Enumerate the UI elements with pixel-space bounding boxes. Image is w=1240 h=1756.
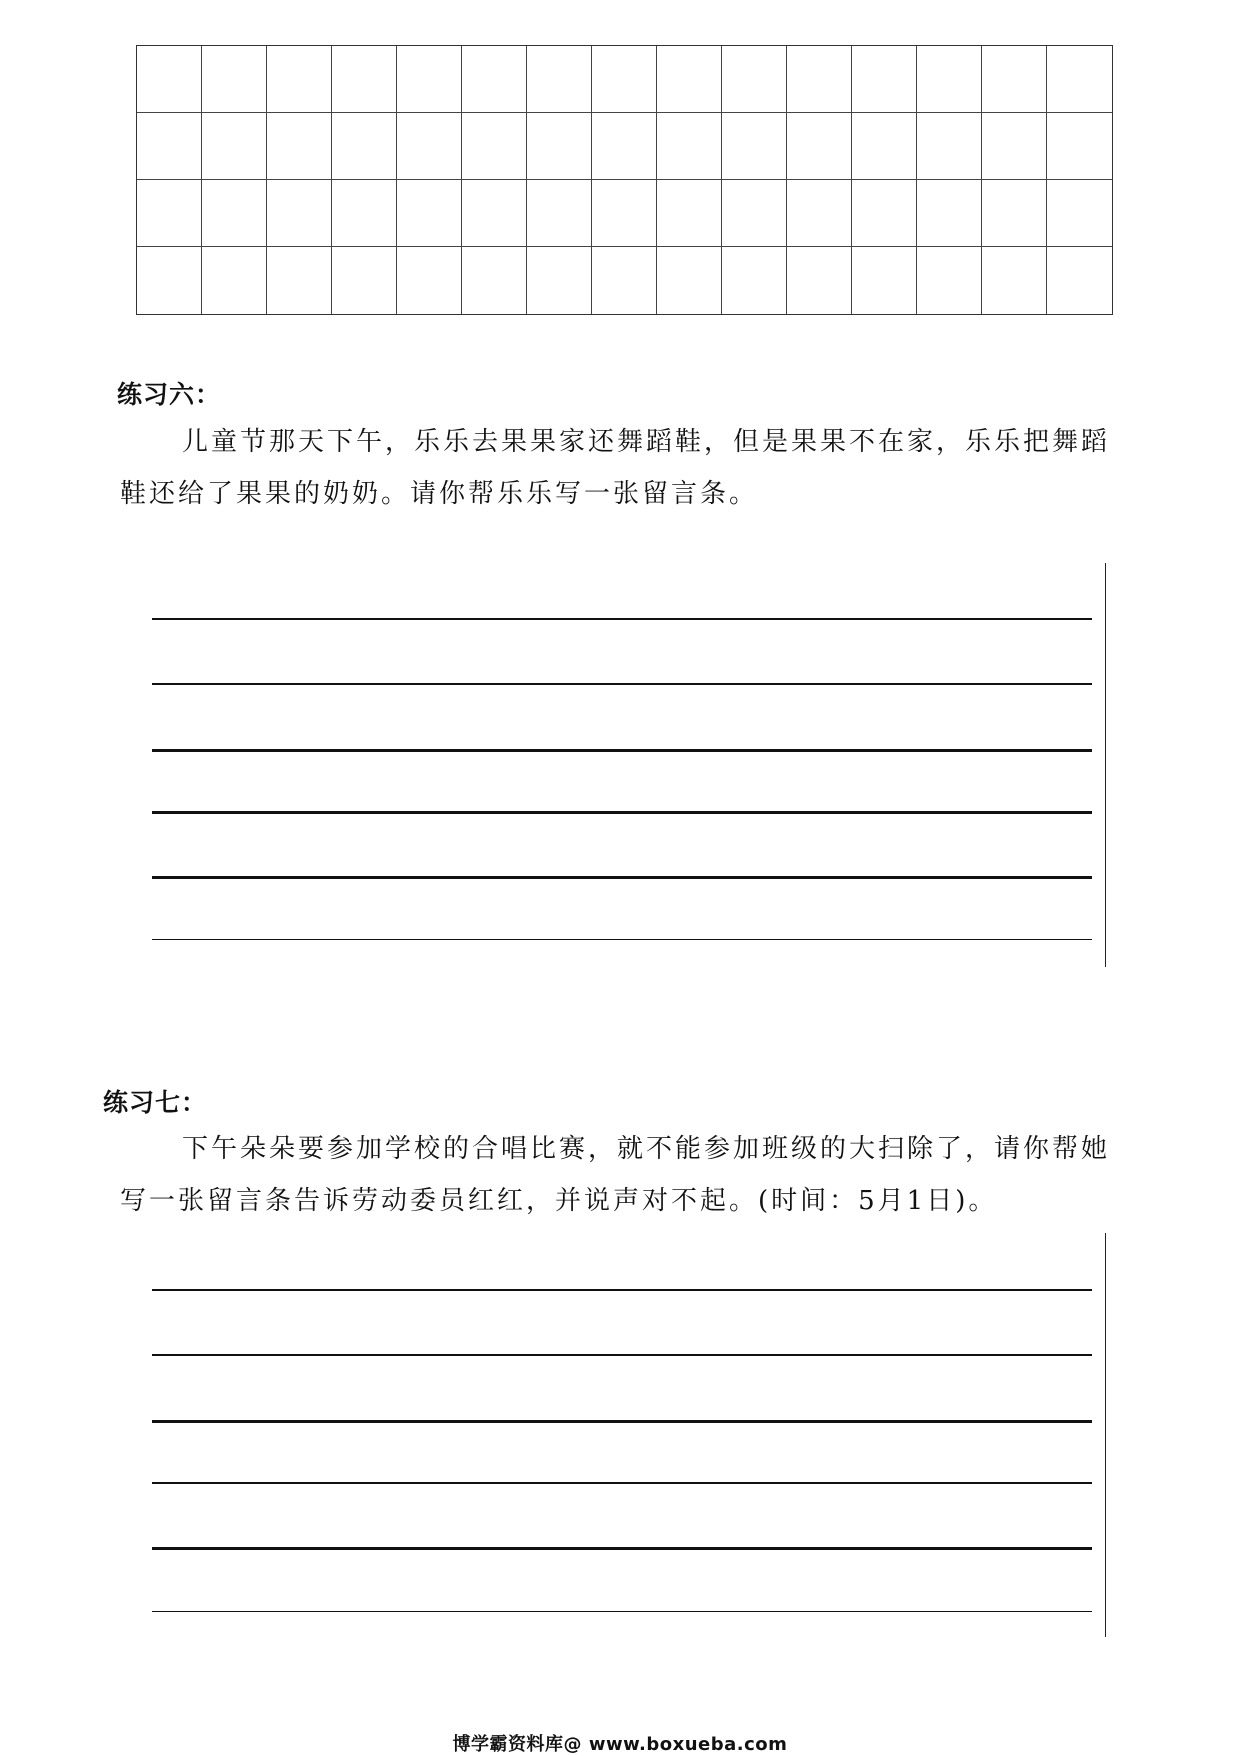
grid-cell[interactable] [332,247,397,314]
grid-cell[interactable] [1047,46,1112,113]
exercise-6-answer-area[interactable] [150,563,1103,967]
grid-cell[interactable] [982,180,1047,247]
note-margin-line [1105,1233,1107,1637]
grid-cell[interactable] [1047,113,1112,180]
grid-cell[interactable] [982,46,1047,113]
grid-cell[interactable] [1047,180,1112,247]
grid-cell[interactable] [527,247,592,314]
grid-cell[interactable] [592,113,657,180]
grid-cell[interactable] [722,113,787,180]
grid-cell[interactable] [787,46,852,113]
answer-line [152,1611,1092,1612]
note-margin-line [1105,563,1107,967]
grid-cell[interactable] [787,113,852,180]
grid-cell[interactable] [137,180,202,247]
grid-cell[interactable] [267,180,332,247]
grid-cell[interactable] [982,113,1047,180]
grid-cell[interactable] [657,113,722,180]
grid-cell[interactable] [462,113,527,180]
answer-line [152,939,1092,940]
grid-cell[interactable] [657,46,722,113]
grid-cell[interactable] [917,180,982,247]
grid-cell[interactable] [267,46,332,113]
answer-line [152,876,1092,879]
answer-line [152,1354,1092,1356]
answer-line [152,618,1092,620]
grid-cell[interactable] [332,113,397,180]
answer-line [152,1289,1092,1291]
grid-cell[interactable] [332,180,397,247]
grid-cell[interactable] [917,247,982,314]
grid-cell[interactable] [852,113,917,180]
grid-cell[interactable] [592,247,657,314]
writing-grid [136,45,1113,315]
exercise-6-heading: 练习六： [117,380,222,409]
grid-cell[interactable] [462,180,527,247]
answer-line [152,683,1092,685]
grid-cell[interactable] [202,46,267,113]
exercise-7-answer-area[interactable] [150,1233,1103,1637]
answer-line [152,1547,1092,1550]
grid-cell[interactable] [722,46,787,113]
grid-cell[interactable] [592,180,657,247]
grid-cell[interactable] [202,247,267,314]
answer-line [152,1420,1092,1423]
grid-cell[interactable] [397,113,462,180]
grid-cell[interactable] [722,180,787,247]
grid-cell[interactable] [462,247,527,314]
grid-cell[interactable] [657,180,722,247]
grid-cell[interactable] [1047,247,1112,314]
grid-cell[interactable] [917,46,982,113]
answer-line [152,1482,1092,1484]
exercise-7-heading: 练习七： [103,1088,208,1117]
grid-cell[interactable] [397,180,462,247]
grid-cell[interactable] [202,180,267,247]
grid-cell[interactable] [527,113,592,180]
exercise-7-prompt: 下午朵朵要参加学校的合唱比赛，就不能参加班级的大扫除了，请你帮她写一张留言条告诉劳动委员红红，并说声对不起。(时间：5月1日)。 [120,1134,1111,1216]
grid-cell[interactable] [592,46,657,113]
grid-cell[interactable] [982,247,1047,314]
grid-cell[interactable] [137,247,202,314]
grid-cell[interactable] [332,46,397,113]
exercise-6-prompt: 儿童节那天下午，乐乐去果果家还舞蹈鞋，但是果果不在家，乐乐把舞蹈鞋还给了果果的奶奶。请你帮乐乐写一张留言条。 [120,427,1111,509]
answer-line [152,811,1092,814]
footer-watermark: 博学霸资料库@ www.boxueba.com [452,1734,788,1755]
grid-cell[interactable] [852,46,917,113]
grid-cell[interactable] [462,46,527,113]
grid-cell[interactable] [917,113,982,180]
grid-cell[interactable] [787,180,852,247]
grid-cell[interactable] [527,180,592,247]
grid-cell[interactable] [137,46,202,113]
grid-cell[interactable] [527,46,592,113]
grid-cell[interactable] [137,113,202,180]
grid-cell[interactable] [267,247,332,314]
grid-cell[interactable] [657,247,722,314]
grid-cell[interactable] [267,113,332,180]
grid-cell[interactable] [397,46,462,113]
grid-cell[interactable] [397,247,462,314]
grid-cell[interactable] [202,113,267,180]
grid-cell[interactable] [852,247,917,314]
answer-line [152,749,1092,752]
grid-cell[interactable] [787,247,852,314]
grid-cell[interactable] [852,180,917,247]
grid-cell[interactable] [722,247,787,314]
